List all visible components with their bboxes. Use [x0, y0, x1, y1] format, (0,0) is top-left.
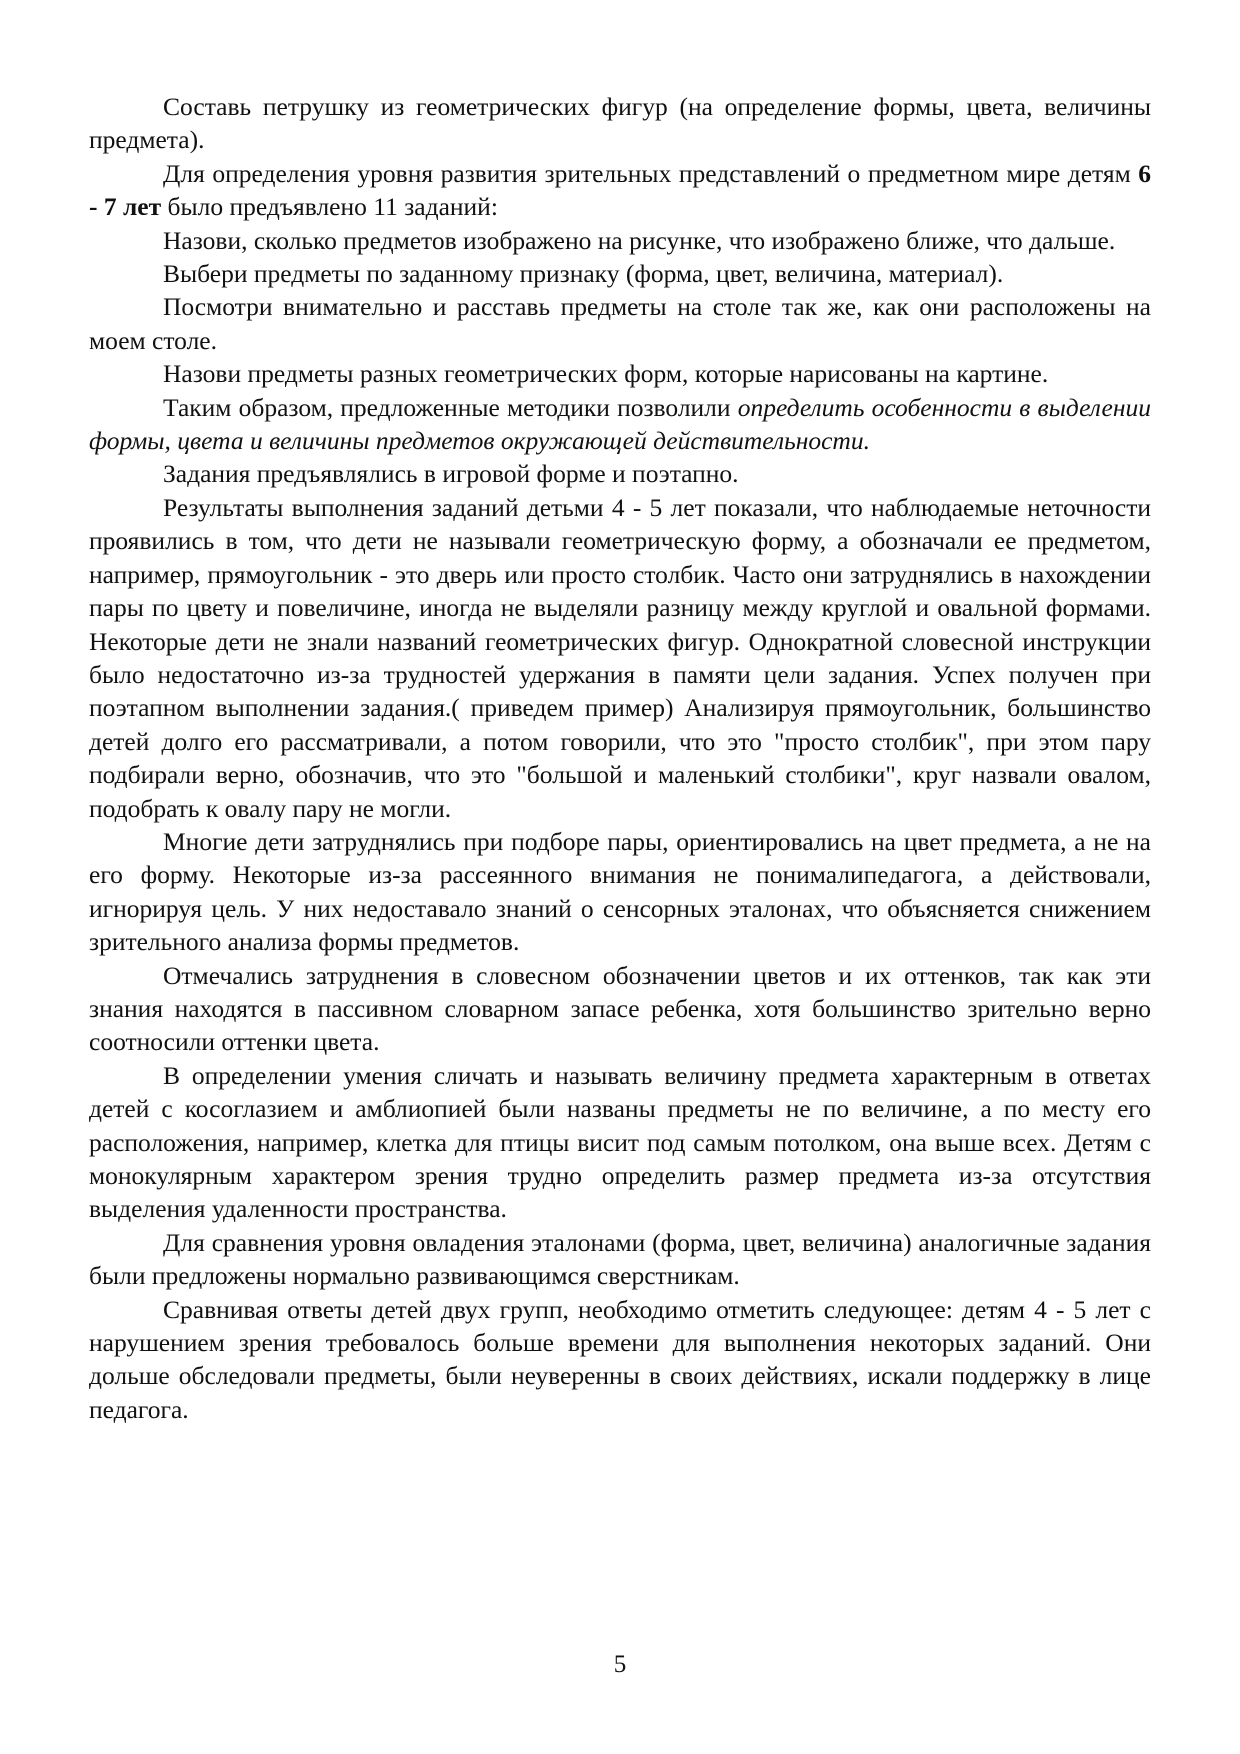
paragraph-4: Выбери предметы по заданному признаку (форма, цвет, величина, материал).	[163, 259, 1004, 289]
paragraph-7-start: Таким образом, предложенные методики позволили	[163, 392, 738, 422]
page-number: 5	[613, 1651, 627, 1678]
paragraph-8: Задания предъявлялись в игровой форме и поэтапно.	[163, 459, 739, 489]
paragraph-5: Посмотри внимательно и расставь предметы на столе так же, как они расположены на моем столе.	[89, 292, 1151, 355]
paragraph-3: Назови, сколько предметов изображено на рисунке, что изображено ближе, что дальше.	[163, 225, 1116, 255]
paragraph-1: Составь петрушку из геометрических фигур (на определение формы, цвета, величины предмета).	[89, 92, 1151, 155]
paragraph-2-end: было предъявлено 11 заданий:	[161, 192, 498, 222]
italic-emphasis: определить особенности в выделении формы, цвета и величины предметов окружающей действительности.	[89, 392, 1152, 456]
paragraph-11: Отмечались затруднения в словесном обозначении цветов и их оттенков, так как эти знания находятся в пассивном словарном запасе ребенка, хотя большинство зрительно верно соотносили оттенки цвета.	[89, 960, 1151, 1057]
age-bold: 6 - 7 лет	[89, 158, 1151, 222]
document-page	[89, 90, 1151, 1426]
paragraph-13: Для сравнения уровня овладения эталонами (форма, цвет, величина) аналогичные задания были предложены нормально развивающимся сверстникам.	[89, 1227, 1151, 1291]
paragraph-12: В определении умения сличать и называть величину предмета характерным в ответах детей с косоглазием и амблиопией были названы предметы не по величине, а по месту его расположения, например, клетка для птицы висит под самым потолком, она выше всех. Детям с монокулярным характером зрения трудно определить размер предмета из-за отсутствия выделения удаленности пространства.	[89, 1060, 1151, 1224]
paragraph-2	[89, 157, 1151, 224]
paragraph-6: Назови предметы разных геометрических форм, которые нарисованы на картине.	[163, 359, 1049, 389]
paragraph-9: Результаты выполнения заданий детьми 4 - 5 лет показали, что наблюдаемые неточности проявились в том, что дети не называли геометрическую форму, а обозначали ее предметом, например, прямоугольник - это дверь или просто столбик. Часто они затруднялись в нахождении пары по цвету и повеличине, иногда не выделяли разницу между круглой и овальной формами. Некоторые дети не знали названий геометрических фигур. Однократной словесной инструкции было недостаточно из-за трудностей удержания в памяти цели задания. Успех получен при поэтапном выполнении задания.( приведем пример) Анализируя прямоугольник, большинство детей долго его рассматривали, а потом говорили, что это "просто столбик", при этом пару подбирали верно, обозначив, что это "большой и маленький столбики", круг назвали овалом, подобрать к овалу пару не могли.	[89, 492, 1151, 823]
paragraph-14: Сравнивая ответы детей двух групп, необходимо отметить следующее: детям 4 - 5 лет с нарушением зрения требовалось больше времени для выполнения некоторых заданий. Они дольше обследовали предметы, были неуверенны в своих действиях, искали поддержку в лице педагога.	[89, 1294, 1151, 1424]
paragraph-2-start: Для определения уровня развития зрительных представлений о предметном мире детям	[163, 158, 1139, 188]
paragraph-10: Многие дети затруднялись при подборе пары, ориентировались на цвет предмета, а не на его форму. Некоторые из-за рассеянного внимания не понималипедагога, а действовали, игнорируя цель. У них недоставало знаний о сенсорных эталонах, что объясняется снижением зрительного анализа формы предметов.	[89, 826, 1151, 957]
paragraph-7	[89, 391, 1151, 458]
